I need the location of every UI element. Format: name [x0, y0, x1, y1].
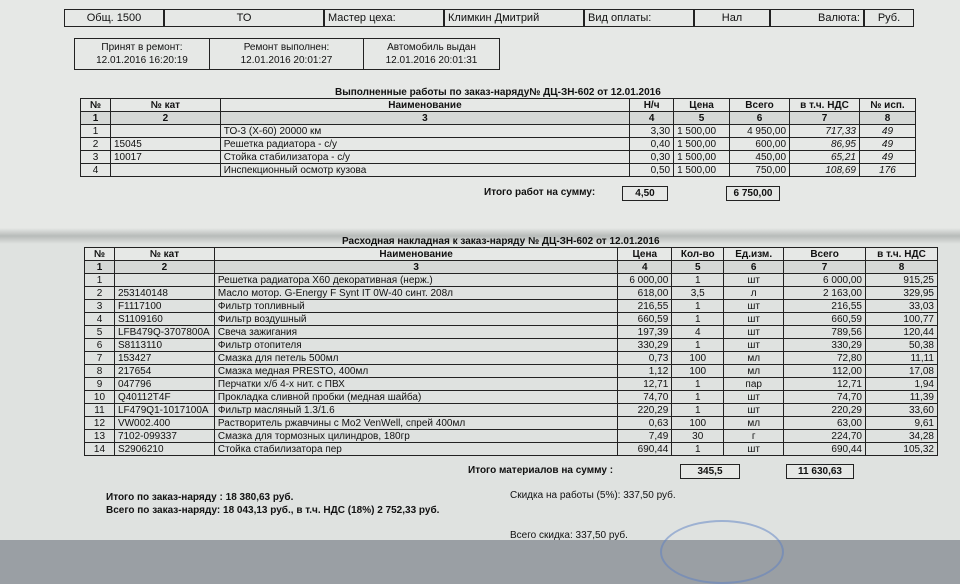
cell: Масло мотор. G-Energy F Synt IT 0W-40 синт. 208л: [214, 287, 617, 300]
col-header: в т.ч. НДС: [865, 248, 937, 261]
currency-label: Валюта:: [770, 9, 864, 27]
col-number: 6: [730, 112, 790, 125]
order-total-vat: Всего по заказ-наряду: 18 043,13 руб., в т.ч. НДС (18%) 2 752,33 руб.: [106, 505, 440, 516]
cell: шт: [724, 339, 784, 352]
cell: 1: [672, 313, 724, 326]
table-row: [85, 274, 938, 287]
cell: 1: [672, 378, 724, 391]
materials-total-label: Итого материалов на сумму :: [468, 465, 614, 476]
master-name: Климкин Дмитрий: [444, 9, 584, 27]
cell: 1: [672, 391, 724, 404]
cell: 9: [85, 378, 115, 391]
cell: S2906210: [114, 443, 214, 456]
cell: л: [724, 287, 784, 300]
date-value: 12.01.2016 20:01:31: [385, 55, 478, 66]
cell: 224,70: [784, 430, 866, 443]
table-row: [81, 138, 916, 151]
col-number: 4: [630, 112, 674, 125]
cell: 660,59: [784, 313, 866, 326]
cell: LFB479Q-3707800A: [114, 326, 214, 339]
cell: 253140148: [114, 287, 214, 300]
cell: 33,60: [865, 404, 937, 417]
cell: шт: [724, 274, 784, 287]
cell: Решетка радиатора - с/у: [220, 138, 629, 151]
col-number: 8: [865, 261, 937, 274]
col-number: 2: [114, 261, 214, 274]
cell: 690,44: [784, 443, 866, 456]
cell: 30: [672, 430, 724, 443]
cell: Стойка стабилизатора пер: [214, 443, 617, 456]
cell: 330,29: [618, 339, 672, 352]
cell: 7,49: [618, 430, 672, 443]
cell: шт: [724, 300, 784, 313]
cell: 86,95: [790, 138, 860, 151]
cell: 7: [85, 352, 115, 365]
table-row: [85, 326, 938, 339]
cell: 1: [672, 274, 724, 287]
col-header: Наименование: [220, 99, 629, 112]
cell: 12,71: [618, 378, 672, 391]
cell: 9,61: [865, 417, 937, 430]
cell: 0,40: [630, 138, 674, 151]
col-number: 4: [618, 261, 672, 274]
cell: 216,55: [784, 300, 866, 313]
works-table: [80, 98, 916, 177]
cell: 7102-099337: [114, 430, 214, 443]
cell: 789,56: [784, 326, 866, 339]
col-header: №: [85, 248, 115, 261]
cell: 100: [672, 352, 724, 365]
cell: г: [724, 430, 784, 443]
works-total-label: Итого работ на сумму:: [484, 187, 596, 198]
cell: 0,63: [618, 417, 672, 430]
materials-rows: [85, 274, 938, 456]
materials-table: [84, 247, 938, 456]
col-number: 6: [724, 261, 784, 274]
materials-header-row: [85, 248, 938, 261]
cell: Смазка для тормозных цилиндров, 180гр: [214, 430, 617, 443]
col-header: Всего: [784, 248, 866, 261]
master-label: Мастер цеха:: [324, 9, 444, 27]
table-row: [85, 391, 938, 404]
cell: 50,38: [865, 339, 937, 352]
cell: 1: [81, 125, 111, 138]
cell: 11: [85, 404, 115, 417]
cell: Инспекционный осмотр кузова: [220, 164, 629, 177]
date-released: [364, 38, 500, 70]
col-header: Цена: [618, 248, 672, 261]
cell: 72,80: [784, 352, 866, 365]
cell: 65,21: [790, 151, 860, 164]
cell: 3: [81, 151, 111, 164]
cell: 49: [859, 138, 915, 151]
cell: 33,03: [865, 300, 937, 313]
col-header: Ед.изм.: [724, 248, 784, 261]
cell: 1: [672, 443, 724, 456]
cell: 63,00: [784, 417, 866, 430]
cell: 329,95: [865, 287, 937, 300]
cell: Фильтр воздушный: [214, 313, 617, 326]
cell: 3,30: [630, 125, 674, 138]
cell: 618,00: [618, 287, 672, 300]
cell: 17,08: [865, 365, 937, 378]
cell: шт: [724, 391, 784, 404]
cell: 1,12: [618, 365, 672, 378]
cell: Стойка стабилизатора - с/у: [220, 151, 629, 164]
table-row: [81, 164, 916, 177]
cell: 0,50: [630, 164, 674, 177]
date-label: Автомобиль выдан: [387, 42, 476, 53]
cell: 10017: [110, 151, 220, 164]
cell: Свеча зажигания: [214, 326, 617, 339]
cell: 74,70: [618, 391, 672, 404]
cell: 2 163,00: [784, 287, 866, 300]
currency-value: Руб.: [864, 9, 914, 27]
cell: шт: [724, 326, 784, 339]
works-header-row: [81, 99, 916, 112]
cell: 4: [85, 313, 115, 326]
col-number: 5: [672, 261, 724, 274]
cell: 100: [672, 365, 724, 378]
cell: 12: [85, 417, 115, 430]
cell: 1: [672, 339, 724, 352]
cell: LF479Q1-1017100A: [114, 404, 214, 417]
date-label: Принят в ремонт:: [101, 42, 183, 53]
cell: 34,28: [865, 430, 937, 443]
cell: 2: [81, 138, 111, 151]
col-number: 3: [214, 261, 617, 274]
cell: 1: [85, 274, 115, 287]
cell: 660,59: [618, 313, 672, 326]
cell: F1117100: [114, 300, 214, 313]
cell: Перчатки х/б 4-х нит. с ПВХ: [214, 378, 617, 391]
cell: 120,44: [865, 326, 937, 339]
cell: 750,00: [730, 164, 790, 177]
date-value: 12.01.2016 16:20:19: [96, 55, 188, 66]
cell: Фильтр отопителя: [214, 339, 617, 352]
table-row: [85, 300, 938, 313]
cell: 3: [85, 300, 115, 313]
table-row: [85, 287, 938, 300]
col-header: № кат: [114, 248, 214, 261]
cell: мл: [724, 417, 784, 430]
cell: 11,11: [865, 352, 937, 365]
materials-total-sum: 11 630,63: [786, 464, 854, 479]
cell: 10: [85, 391, 115, 404]
col-number: 8: [859, 112, 915, 125]
cell: 717,33: [790, 125, 860, 138]
dept-cell: Общ. 1500: [64, 9, 164, 27]
col-number: 7: [790, 112, 860, 125]
cell: 6 000,00: [784, 274, 866, 287]
cell: 12,71: [784, 378, 866, 391]
col-header: № исп.: [859, 99, 915, 112]
works-colnum-row: [81, 112, 916, 125]
works-total-hours: 4,50: [622, 186, 668, 201]
cell: шт: [724, 313, 784, 326]
cell: шт: [724, 404, 784, 417]
cell: 915,25: [865, 274, 937, 287]
date-received: [74, 38, 210, 70]
cell: 220,29: [618, 404, 672, 417]
type-cell: ТО: [164, 9, 324, 27]
order-header: [64, 9, 914, 29]
cell: 6: [85, 339, 115, 352]
cell: 216,55: [618, 300, 672, 313]
table-row: [85, 339, 938, 352]
materials-total-qty: 345,5: [680, 464, 740, 479]
work-discount: Скидка на работы (5%): 337,50 руб.: [510, 490, 676, 501]
cell: 1 500,00: [674, 164, 730, 177]
payment-value: Нал: [694, 9, 770, 27]
cell: 4 950,00: [730, 125, 790, 138]
cell: 8: [85, 365, 115, 378]
cell: S8113110: [114, 339, 214, 352]
cell: 100,77: [865, 313, 937, 326]
cell: Растворитель ржавчины с Mo2 VenWell, спрей 400мл: [214, 417, 617, 430]
table-row: [85, 365, 938, 378]
materials-title: Расходная накладная к заказ-наряду № ДЦ-ЗН-602 от 12.01.2016: [342, 236, 660, 247]
cell: 690,44: [618, 443, 672, 456]
cell: 1 500,00: [674, 125, 730, 138]
repair-dates: [74, 38, 500, 70]
cell: ТО-3 (Х-60) 20000 км: [220, 125, 629, 138]
col-header: №: [81, 99, 111, 112]
col-number: 3: [220, 112, 629, 125]
table-row: [85, 404, 938, 417]
cell: мл: [724, 352, 784, 365]
table-row: [81, 125, 916, 138]
cell: 13: [85, 430, 115, 443]
cell: Фильтр топливный: [214, 300, 617, 313]
col-number: 1: [85, 261, 115, 274]
cell: 1 500,00: [674, 138, 730, 151]
col-header: Наименование: [214, 248, 617, 261]
cell: 49: [859, 151, 915, 164]
date-completed: [210, 38, 364, 70]
cell: шт: [724, 443, 784, 456]
cell: мл: [724, 365, 784, 378]
cell: 4: [672, 326, 724, 339]
col-number: 7: [784, 261, 866, 274]
cell: 5: [85, 326, 115, 339]
cell: 14: [85, 443, 115, 456]
date-value: 12.01.2016 20:01:27: [240, 55, 333, 66]
cell: 220,29: [784, 404, 866, 417]
cell: [114, 274, 214, 287]
col-header: в т.ч. НДС: [790, 99, 860, 112]
cell: 330,29: [784, 339, 866, 352]
cell: 112,00: [784, 365, 866, 378]
cell: 197,39: [618, 326, 672, 339]
col-header: Цена: [674, 99, 730, 112]
col-number: 2: [110, 112, 220, 125]
table-row: [81, 151, 916, 164]
payment-label: Вид оплаты:: [584, 9, 694, 27]
cell: пар: [724, 378, 784, 391]
table-row: [85, 443, 938, 456]
table-row: [85, 417, 938, 430]
table-row: [85, 430, 938, 443]
cell: Решетка радиатора Х60 декоративная (нерж.): [214, 274, 617, 287]
cell: Смазка медная PRESTO, 400мл: [214, 365, 617, 378]
total-discount: Всего скидка: 337,50 руб.: [510, 530, 628, 541]
cell: 217654: [114, 365, 214, 378]
cell: 0,30: [630, 151, 674, 164]
cell: 1: [672, 300, 724, 313]
table-row: [85, 378, 938, 391]
cell: 6 000,00: [618, 274, 672, 287]
cell: 047796: [114, 378, 214, 391]
order-total: Итого по заказ-наряду : 18 380,63 руб.: [106, 492, 294, 503]
cell: 4: [81, 164, 111, 177]
materials-colnum-row: [85, 261, 938, 274]
stamp: [660, 520, 784, 584]
cell: 450,00: [730, 151, 790, 164]
cell: 11,39: [865, 391, 937, 404]
works-title: Выполненные работы по заказ-наряду№ ДЦ-ЗН-602 от 12.01.2016: [335, 87, 661, 98]
cell: 105,32: [865, 443, 937, 456]
col-header: Кол-во: [672, 248, 724, 261]
cell: 3,5: [672, 287, 724, 300]
cell: [110, 125, 220, 138]
cell: Фильтр масляный 1.3/1.6: [214, 404, 617, 417]
works-total-sum: 6 750,00: [726, 186, 780, 201]
cell: 108,69: [790, 164, 860, 177]
date-label: Ремонт выполнен:: [243, 42, 330, 53]
cell: 15045: [110, 138, 220, 151]
cell: [110, 164, 220, 177]
cell: 176: [859, 164, 915, 177]
cell: 1: [672, 404, 724, 417]
col-header: Н/ч: [630, 99, 674, 112]
cell: 600,00: [730, 138, 790, 151]
col-header: № кат: [110, 99, 220, 112]
col-number: 1: [81, 112, 111, 125]
cell: 153427: [114, 352, 214, 365]
table-row: [85, 352, 938, 365]
cell: 1,94: [865, 378, 937, 391]
cell: Прокладка сливной пробки (медная шайба): [214, 391, 617, 404]
cell: S1109160: [114, 313, 214, 326]
table-row: [85, 313, 938, 326]
cell: VW002.400: [114, 417, 214, 430]
cell: 2: [85, 287, 115, 300]
cell: 1 500,00: [674, 151, 730, 164]
cell: Q40112T4F: [114, 391, 214, 404]
col-number: 5: [674, 112, 730, 125]
col-header: Всего: [730, 99, 790, 112]
cell: 74,70: [784, 391, 866, 404]
cell: 100: [672, 417, 724, 430]
cell: Смазка для петель 500мл: [214, 352, 617, 365]
cell: 49: [859, 125, 915, 138]
cell: 0,73: [618, 352, 672, 365]
